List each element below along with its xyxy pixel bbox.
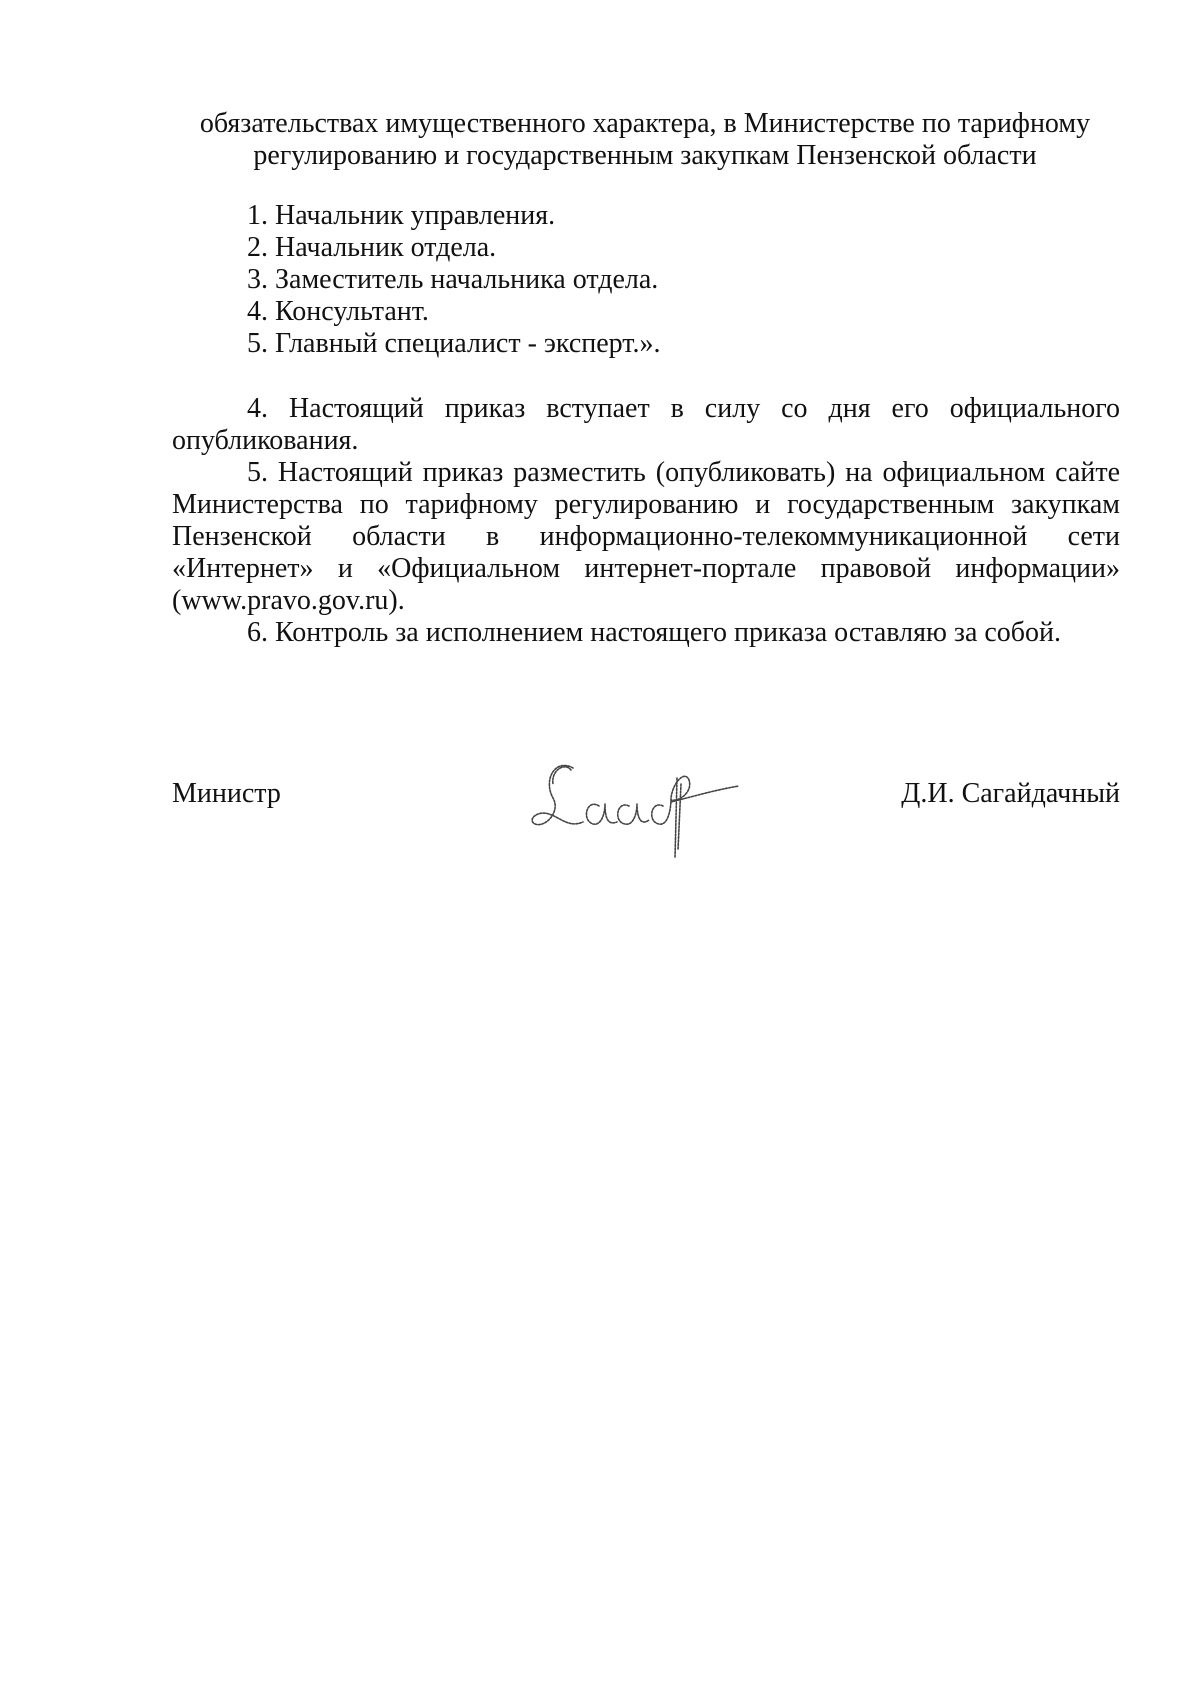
list-item: 1. Начальник управления. bbox=[247, 200, 556, 231]
signatory-title: Министр bbox=[172, 778, 281, 809]
clause-paragraph: 4. Настоящий приказ вступает в силу со дня его официального опубликования. bbox=[172, 393, 1120, 456]
document-heading bbox=[160, 108, 1130, 172]
heading-line: обязательствах имущественного характера, в Министерстве по тарифному bbox=[199, 108, 1091, 139]
positions-list bbox=[247, 200, 660, 360]
heading-line: регулированию и государственным закупкам Пензенской области bbox=[253, 140, 1037, 171]
list-item: 5. Главный специалист - эксперт.». bbox=[247, 328, 661, 359]
clause-paragraph: 6. Контроль за исполнением настоящего приказа оставляю за собой. bbox=[247, 617, 1062, 648]
list-item: 3. Заместитель начальника отдела. bbox=[247, 264, 659, 295]
order-clauses bbox=[172, 393, 1120, 649]
clause-paragraph: 5. Настоящий приказ разместить (опубликовать) на официальном сайте Министерства по тарифному регулированию и государственным закупкам Пензенской области в информационно-телекоммуникационной сети «Интернет» и «Официальном интернет-портале правовой информации» (www.pravo.gov.ru). bbox=[172, 457, 1120, 616]
signatory-name: Д.И. Сагайдачный bbox=[901, 778, 1120, 809]
handwritten-signature-icon bbox=[525, 740, 765, 870]
list-item: 4. Консультант. bbox=[247, 296, 429, 327]
list-item: 2. Начальник отдела. bbox=[247, 232, 497, 263]
